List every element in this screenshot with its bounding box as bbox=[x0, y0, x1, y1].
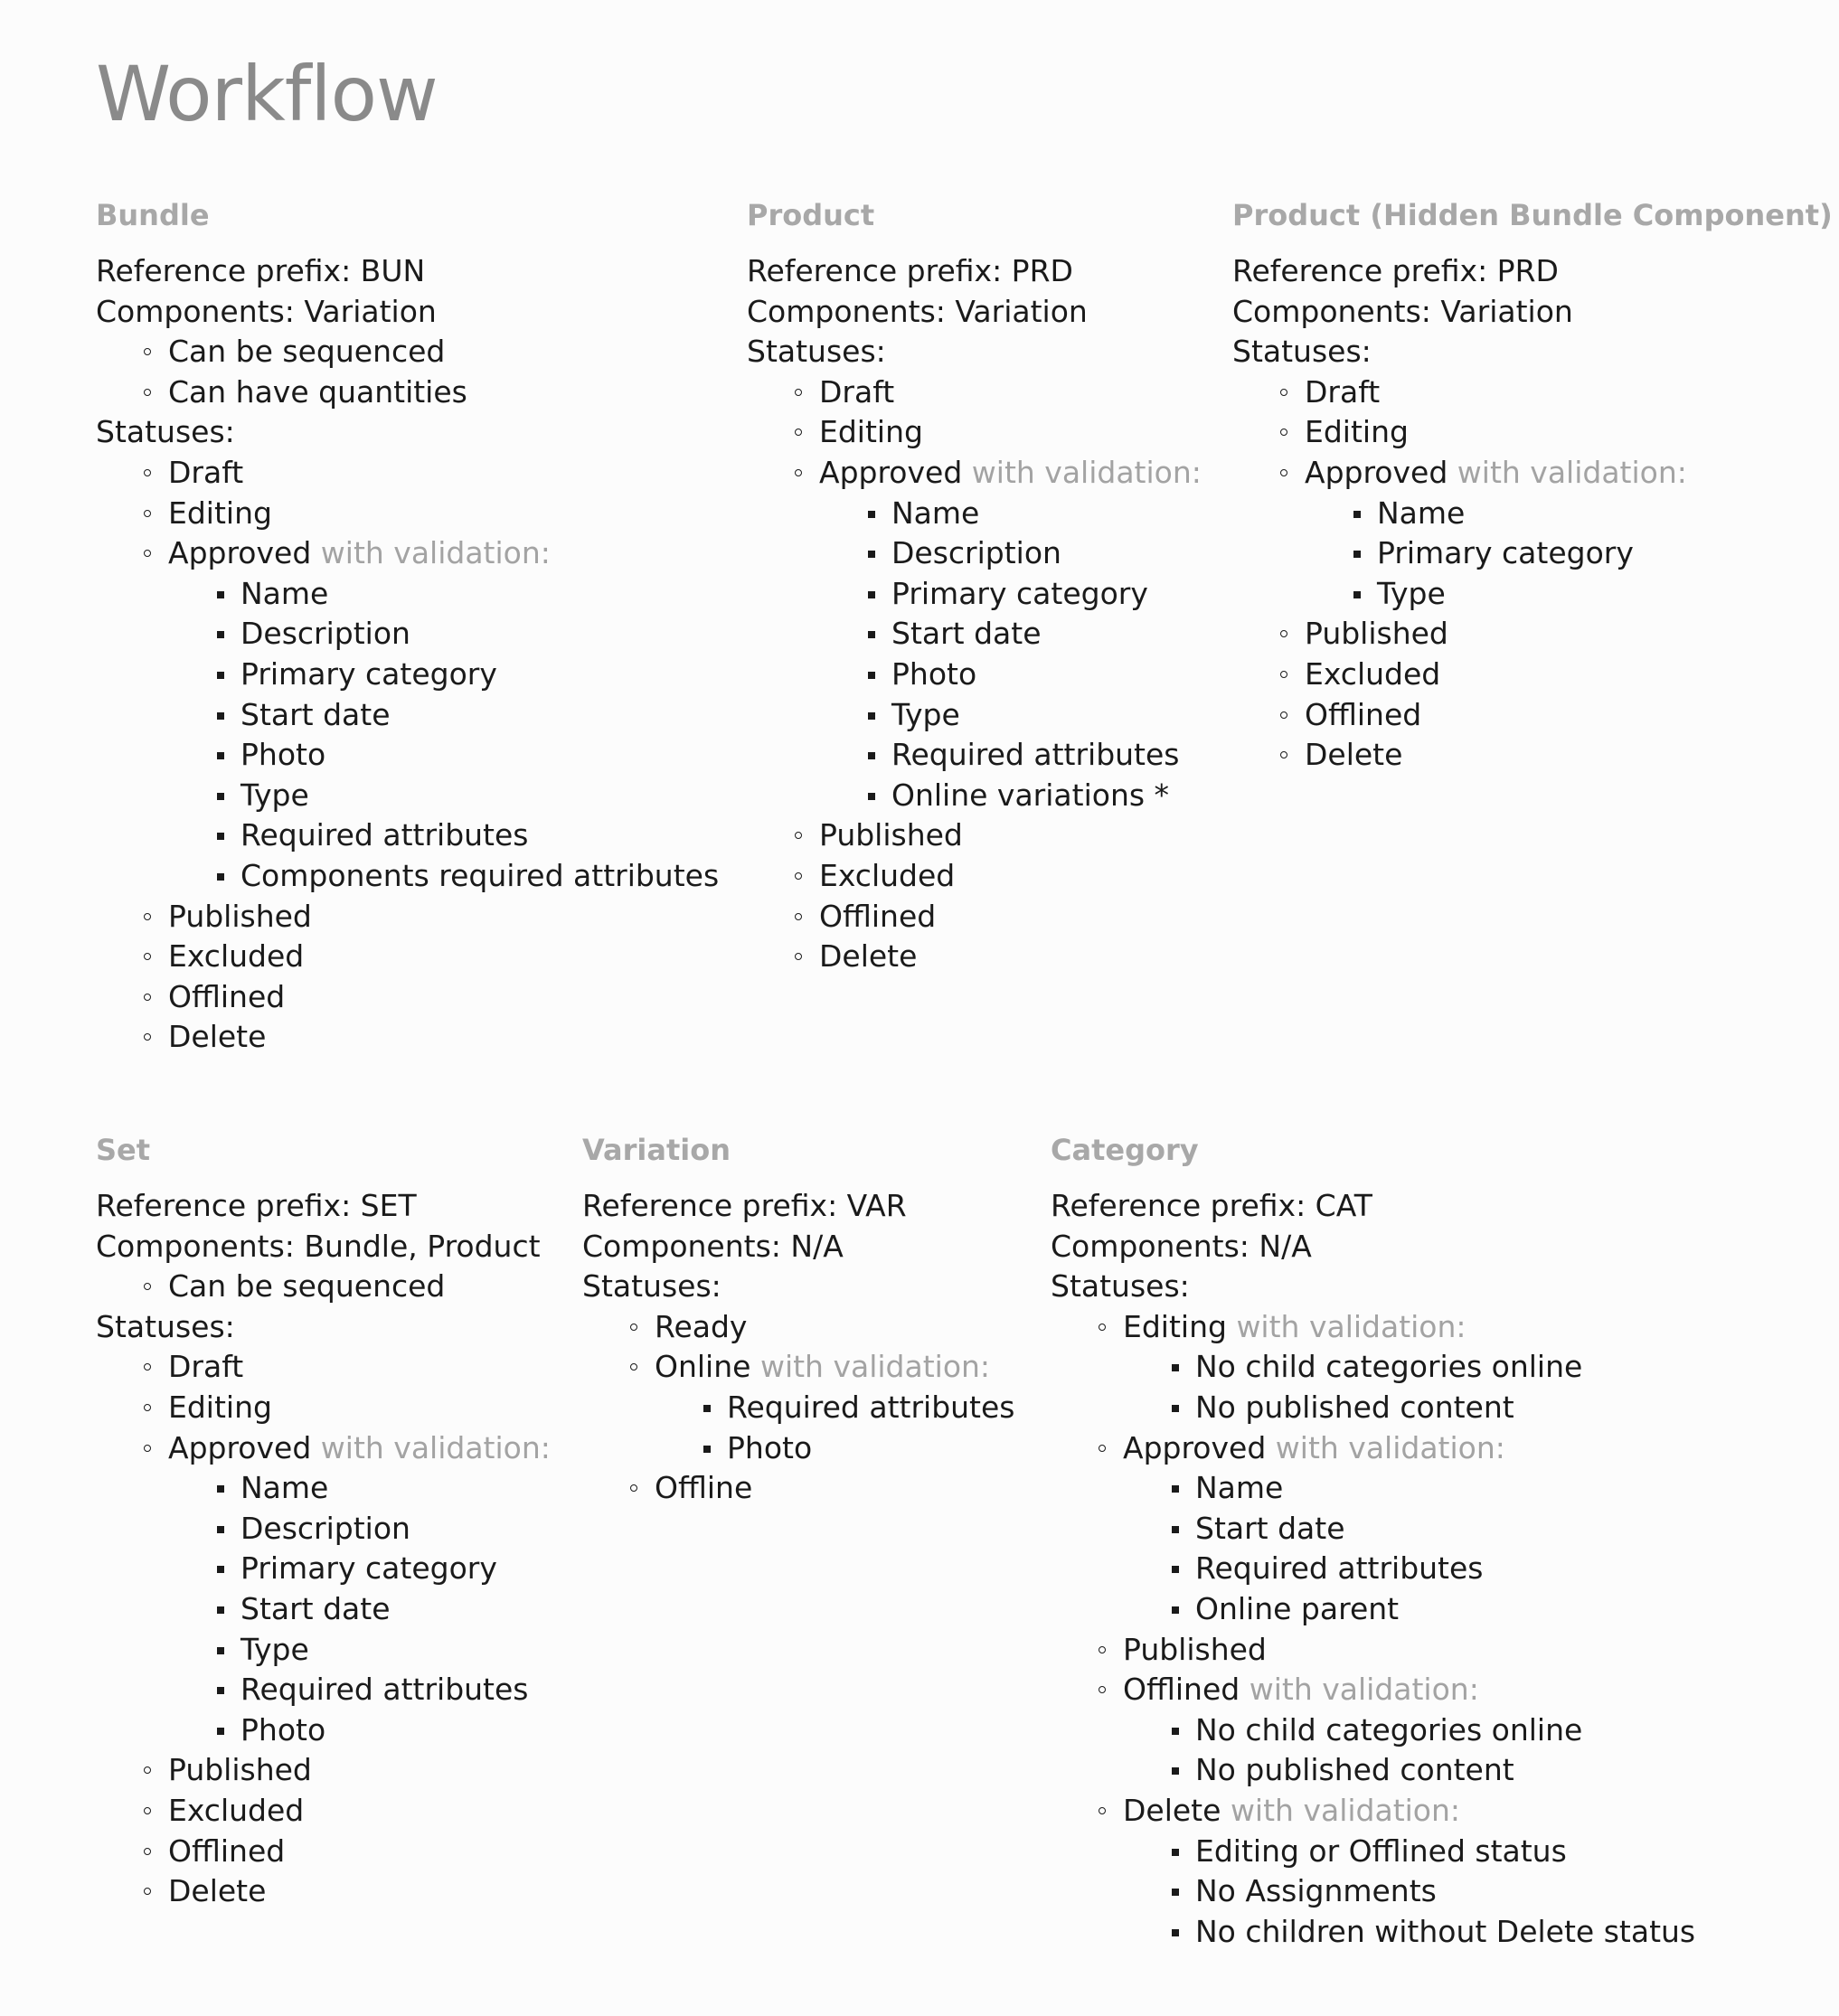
field-line bbox=[747, 292, 1202, 333]
status-item bbox=[1232, 614, 1833, 655]
block-title: Bundle bbox=[96, 198, 210, 232]
spacer bbox=[96, 1170, 551, 1186]
validation-item bbox=[96, 1549, 551, 1589]
validation-item bbox=[582, 1388, 1015, 1428]
field-line bbox=[1051, 1186, 1695, 1227]
block-title: Variation bbox=[582, 1133, 731, 1167]
item-text: Published bbox=[1123, 1631, 1267, 1667]
field-line bbox=[96, 412, 719, 453]
field-line bbox=[582, 1186, 1015, 1227]
status-item bbox=[96, 1388, 551, 1428]
status-item bbox=[1232, 655, 1833, 695]
with-validation-label: with validation: bbox=[1230, 1792, 1461, 1828]
spacer bbox=[747, 235, 1202, 251]
item-text: Primary category bbox=[240, 655, 497, 692]
item-text: Required attributes bbox=[891, 737, 1180, 773]
status-item bbox=[96, 977, 719, 1018]
status-item bbox=[1232, 372, 1833, 413]
field-line bbox=[96, 251, 719, 292]
status-item bbox=[1051, 1307, 1695, 1348]
validation-item bbox=[1051, 1832, 1695, 1872]
validation-item bbox=[747, 655, 1202, 695]
validation-item bbox=[1051, 1710, 1695, 1751]
status-item bbox=[96, 372, 719, 413]
item-text: Primary category bbox=[240, 1550, 497, 1587]
item-text: Editing bbox=[1305, 414, 1409, 450]
item-text: Online variations * bbox=[891, 777, 1170, 813]
item-text: Published bbox=[168, 898, 312, 934]
item-text: Offlined bbox=[1123, 1672, 1240, 1708]
block-title: Category bbox=[1051, 1133, 1199, 1167]
item-text: Name bbox=[240, 575, 329, 611]
status-item bbox=[96, 1832, 551, 1872]
item-text: Ready bbox=[655, 1308, 748, 1344]
item-text: Components: Bundle, Product bbox=[96, 1228, 541, 1264]
status-item bbox=[1051, 1670, 1695, 1710]
item-text: Draft bbox=[1305, 373, 1381, 410]
validation-item bbox=[1051, 1589, 1695, 1630]
item-text: Components: Variation bbox=[1232, 293, 1573, 329]
item-text: Statuses: bbox=[1051, 1268, 1190, 1305]
page-title: Workflow bbox=[96, 50, 438, 138]
with-validation-label: with validation: bbox=[1275, 1429, 1505, 1465]
workflow-product bbox=[747, 195, 1202, 977]
item-text: Components: N/A bbox=[1051, 1228, 1312, 1264]
block-title: Product bbox=[747, 198, 875, 232]
with-validation-label: with validation: bbox=[1236, 1308, 1466, 1344]
item-text: Reference prefix: SET bbox=[96, 1188, 417, 1223]
item-text: Approved bbox=[1305, 454, 1448, 490]
item-text: Name bbox=[1377, 495, 1466, 531]
validation-item bbox=[96, 735, 719, 776]
status-item bbox=[747, 897, 1202, 937]
validation-item bbox=[1051, 1347, 1695, 1388]
status-item bbox=[96, 897, 719, 937]
item-text: Reference prefix: PRD bbox=[1232, 253, 1559, 288]
validation-item bbox=[1232, 533, 1833, 574]
validation-item bbox=[96, 815, 719, 856]
item-text: Start date bbox=[1195, 1510, 1345, 1546]
status-item bbox=[747, 372, 1202, 413]
item-text: No Assignments bbox=[1195, 1873, 1437, 1909]
with-validation-label: with validation: bbox=[759, 1349, 991, 1385]
field-line bbox=[1232, 251, 1833, 292]
validation-item bbox=[1051, 1912, 1695, 1953]
validation-item bbox=[96, 1509, 551, 1550]
item-text: Approved bbox=[819, 454, 963, 490]
spacer bbox=[582, 1170, 1015, 1186]
item-text: Components required attributes bbox=[240, 857, 720, 893]
status-item bbox=[747, 453, 1202, 494]
status-item bbox=[96, 937, 719, 977]
with-validation-label: with validation: bbox=[971, 454, 1202, 490]
validation-item bbox=[96, 1670, 551, 1710]
validation-item bbox=[96, 695, 719, 736]
status-item bbox=[747, 815, 1202, 856]
item-text: Editing bbox=[1123, 1308, 1227, 1344]
field-line bbox=[1232, 332, 1833, 372]
with-validation-label: with validation: bbox=[320, 535, 551, 571]
item-text: Components: Variation bbox=[747, 293, 1088, 329]
item-text: Reference prefix: BUN bbox=[96, 253, 426, 288]
validation-item bbox=[747, 574, 1202, 615]
item-text: Draft bbox=[168, 1349, 244, 1385]
validation-item bbox=[747, 776, 1202, 816]
item-text: Offline bbox=[655, 1470, 753, 1506]
status-item bbox=[747, 937, 1202, 977]
item-text: Online bbox=[655, 1349, 751, 1385]
field-line bbox=[96, 1307, 551, 1348]
item-text: Name bbox=[1195, 1470, 1284, 1506]
spacer bbox=[1051, 1170, 1695, 1186]
item-text: Can be sequenced bbox=[168, 1268, 446, 1305]
item-text: Components: Variation bbox=[96, 293, 437, 329]
validation-item bbox=[747, 695, 1202, 736]
validation-item bbox=[1232, 494, 1833, 534]
item-text: Statuses: bbox=[96, 1308, 235, 1344]
item-text: Can have quantities bbox=[168, 373, 467, 410]
validation-item bbox=[96, 856, 719, 897]
item-text: Approved bbox=[168, 535, 312, 571]
with-validation-label: with validation: bbox=[1457, 454, 1687, 490]
status-item bbox=[96, 1428, 551, 1469]
item-text: Type bbox=[891, 696, 960, 732]
validation-item bbox=[1051, 1468, 1695, 1509]
with-validation-label: with validation: bbox=[320, 1429, 551, 1465]
item-text: Start date bbox=[240, 1590, 391, 1626]
status-item bbox=[96, 332, 719, 372]
item-text: Reference prefix: VAR bbox=[582, 1188, 907, 1223]
validation-item bbox=[1051, 1549, 1695, 1589]
validation-item bbox=[96, 776, 719, 816]
block-title: Product (Hidden Bundle Component) bbox=[1232, 198, 1833, 232]
workflow-variation bbox=[582, 1130, 1015, 1509]
item-text: Type bbox=[240, 777, 309, 813]
item-text: Start date bbox=[891, 616, 1042, 652]
item-text: Delete bbox=[1305, 737, 1403, 773]
spacer bbox=[1232, 235, 1833, 251]
validation-item bbox=[1051, 1388, 1695, 1428]
validation-item bbox=[1051, 1871, 1695, 1912]
item-text: Offlined bbox=[168, 978, 286, 1014]
status-item bbox=[96, 453, 719, 494]
item-text: Primary category bbox=[891, 575, 1148, 611]
field-line bbox=[1232, 292, 1833, 333]
item-text: Components: N/A bbox=[582, 1228, 844, 1264]
validation-item bbox=[96, 1589, 551, 1630]
item-text: Name bbox=[240, 1470, 329, 1506]
item-text: Photo bbox=[727, 1429, 813, 1465]
item-text: Editing bbox=[168, 1389, 272, 1425]
item-text: Start date bbox=[240, 696, 391, 732]
item-text: Required attributes bbox=[240, 817, 529, 853]
workflow-bundle bbox=[96, 195, 719, 1058]
item-text: Statuses: bbox=[96, 414, 235, 450]
validation-item bbox=[747, 614, 1202, 655]
status-item bbox=[1232, 453, 1833, 494]
validation-item bbox=[96, 1468, 551, 1509]
item-text: No children without Delete status bbox=[1195, 1913, 1696, 1949]
field-line bbox=[96, 1186, 551, 1227]
validation-item bbox=[96, 655, 719, 695]
item-text: Published bbox=[1305, 616, 1448, 652]
item-text: Online parent bbox=[1195, 1590, 1400, 1626]
status-item bbox=[96, 494, 719, 534]
workflow-product-hidden-bundle-component bbox=[1232, 195, 1833, 776]
item-text: Statuses: bbox=[582, 1268, 721, 1305]
field-line bbox=[1051, 1267, 1695, 1307]
item-text: Primary category bbox=[1377, 535, 1634, 571]
validation-item bbox=[1051, 1509, 1695, 1550]
status-item bbox=[1051, 1791, 1695, 1832]
item-text: No published content bbox=[1195, 1752, 1514, 1788]
field-line bbox=[582, 1267, 1015, 1307]
item-text: Published bbox=[168, 1752, 312, 1788]
validation-item bbox=[747, 533, 1202, 574]
item-text: No child categories online bbox=[1195, 1711, 1583, 1748]
status-item bbox=[96, 533, 719, 574]
item-text: Description bbox=[891, 535, 1061, 571]
item-text: No child categories online bbox=[1195, 1349, 1583, 1385]
item-text: Required attributes bbox=[240, 1672, 529, 1708]
validation-item bbox=[96, 1630, 551, 1671]
item-text: Delete bbox=[1123, 1792, 1221, 1828]
item-text: Editing or Offlined status bbox=[1195, 1832, 1567, 1869]
spacer bbox=[96, 235, 719, 251]
item-text: Offlined bbox=[1305, 696, 1422, 732]
item-text: Offlined bbox=[168, 1832, 286, 1869]
item-text: Approved bbox=[168, 1429, 312, 1465]
status-item bbox=[96, 1871, 551, 1912]
item-text: No published content bbox=[1195, 1389, 1514, 1425]
item-text: Type bbox=[1377, 575, 1446, 611]
item-text: Name bbox=[891, 495, 980, 531]
status-item bbox=[582, 1468, 1015, 1509]
item-text: Excluded bbox=[168, 938, 305, 975]
status-item bbox=[747, 856, 1202, 897]
status-item bbox=[1232, 735, 1833, 776]
item-text: Can be sequenced bbox=[168, 334, 446, 370]
item-text: Delete bbox=[819, 938, 918, 975]
item-text: Photo bbox=[240, 1711, 326, 1748]
item-text: Delete bbox=[168, 1873, 267, 1909]
status-item bbox=[96, 1347, 551, 1388]
item-text: Draft bbox=[819, 373, 895, 410]
item-text: Excluded bbox=[1305, 655, 1441, 692]
block-title: Set bbox=[96, 1133, 151, 1167]
item-text: Delete bbox=[168, 1019, 267, 1055]
status-item bbox=[1051, 1630, 1695, 1671]
field-line bbox=[747, 251, 1202, 292]
status-item bbox=[582, 1307, 1015, 1348]
field-line bbox=[96, 292, 719, 333]
item-text: Reference prefix: CAT bbox=[1051, 1188, 1372, 1223]
item-text: Description bbox=[240, 1510, 410, 1546]
status-item bbox=[1232, 412, 1833, 453]
status-item bbox=[1232, 695, 1833, 736]
item-text: Excluded bbox=[168, 1792, 305, 1828]
validation-item bbox=[582, 1428, 1015, 1469]
item-text: Editing bbox=[819, 414, 923, 450]
item-text: Excluded bbox=[819, 857, 956, 893]
item-text: Type bbox=[240, 1631, 309, 1667]
item-text: Photo bbox=[891, 655, 977, 692]
item-text: Required attributes bbox=[727, 1389, 1015, 1425]
field-line bbox=[582, 1227, 1015, 1267]
status-item bbox=[582, 1347, 1015, 1388]
status-item bbox=[96, 1750, 551, 1791]
status-item bbox=[1051, 1428, 1695, 1469]
validation-item bbox=[96, 1710, 551, 1751]
validation-item bbox=[747, 494, 1202, 534]
item-text: Statuses: bbox=[747, 334, 886, 370]
validation-item bbox=[747, 735, 1202, 776]
validation-item bbox=[96, 574, 719, 615]
status-item bbox=[96, 1017, 719, 1058]
validation-item bbox=[1232, 574, 1833, 615]
field-line bbox=[1051, 1227, 1695, 1267]
item-text: Required attributes bbox=[1195, 1550, 1484, 1587]
status-item bbox=[747, 412, 1202, 453]
field-line bbox=[96, 1227, 551, 1267]
item-text: Offlined bbox=[819, 898, 937, 934]
workflow-category bbox=[1051, 1130, 1695, 1952]
workflow-set bbox=[96, 1130, 551, 1912]
item-text: Photo bbox=[240, 737, 326, 773]
with-validation-label: with validation: bbox=[1249, 1672, 1479, 1708]
item-text: Description bbox=[240, 616, 410, 652]
status-item bbox=[96, 1791, 551, 1832]
item-text: Draft bbox=[168, 454, 244, 490]
item-text: Approved bbox=[1123, 1429, 1267, 1465]
item-text: Published bbox=[819, 817, 963, 853]
item-text: Editing bbox=[168, 495, 272, 531]
status-item bbox=[96, 1267, 551, 1307]
validation-item bbox=[96, 614, 719, 655]
validation-item bbox=[1051, 1750, 1695, 1791]
field-line bbox=[747, 332, 1202, 372]
item-text: Statuses: bbox=[1232, 334, 1372, 370]
item-text: Reference prefix: PRD bbox=[747, 253, 1073, 288]
